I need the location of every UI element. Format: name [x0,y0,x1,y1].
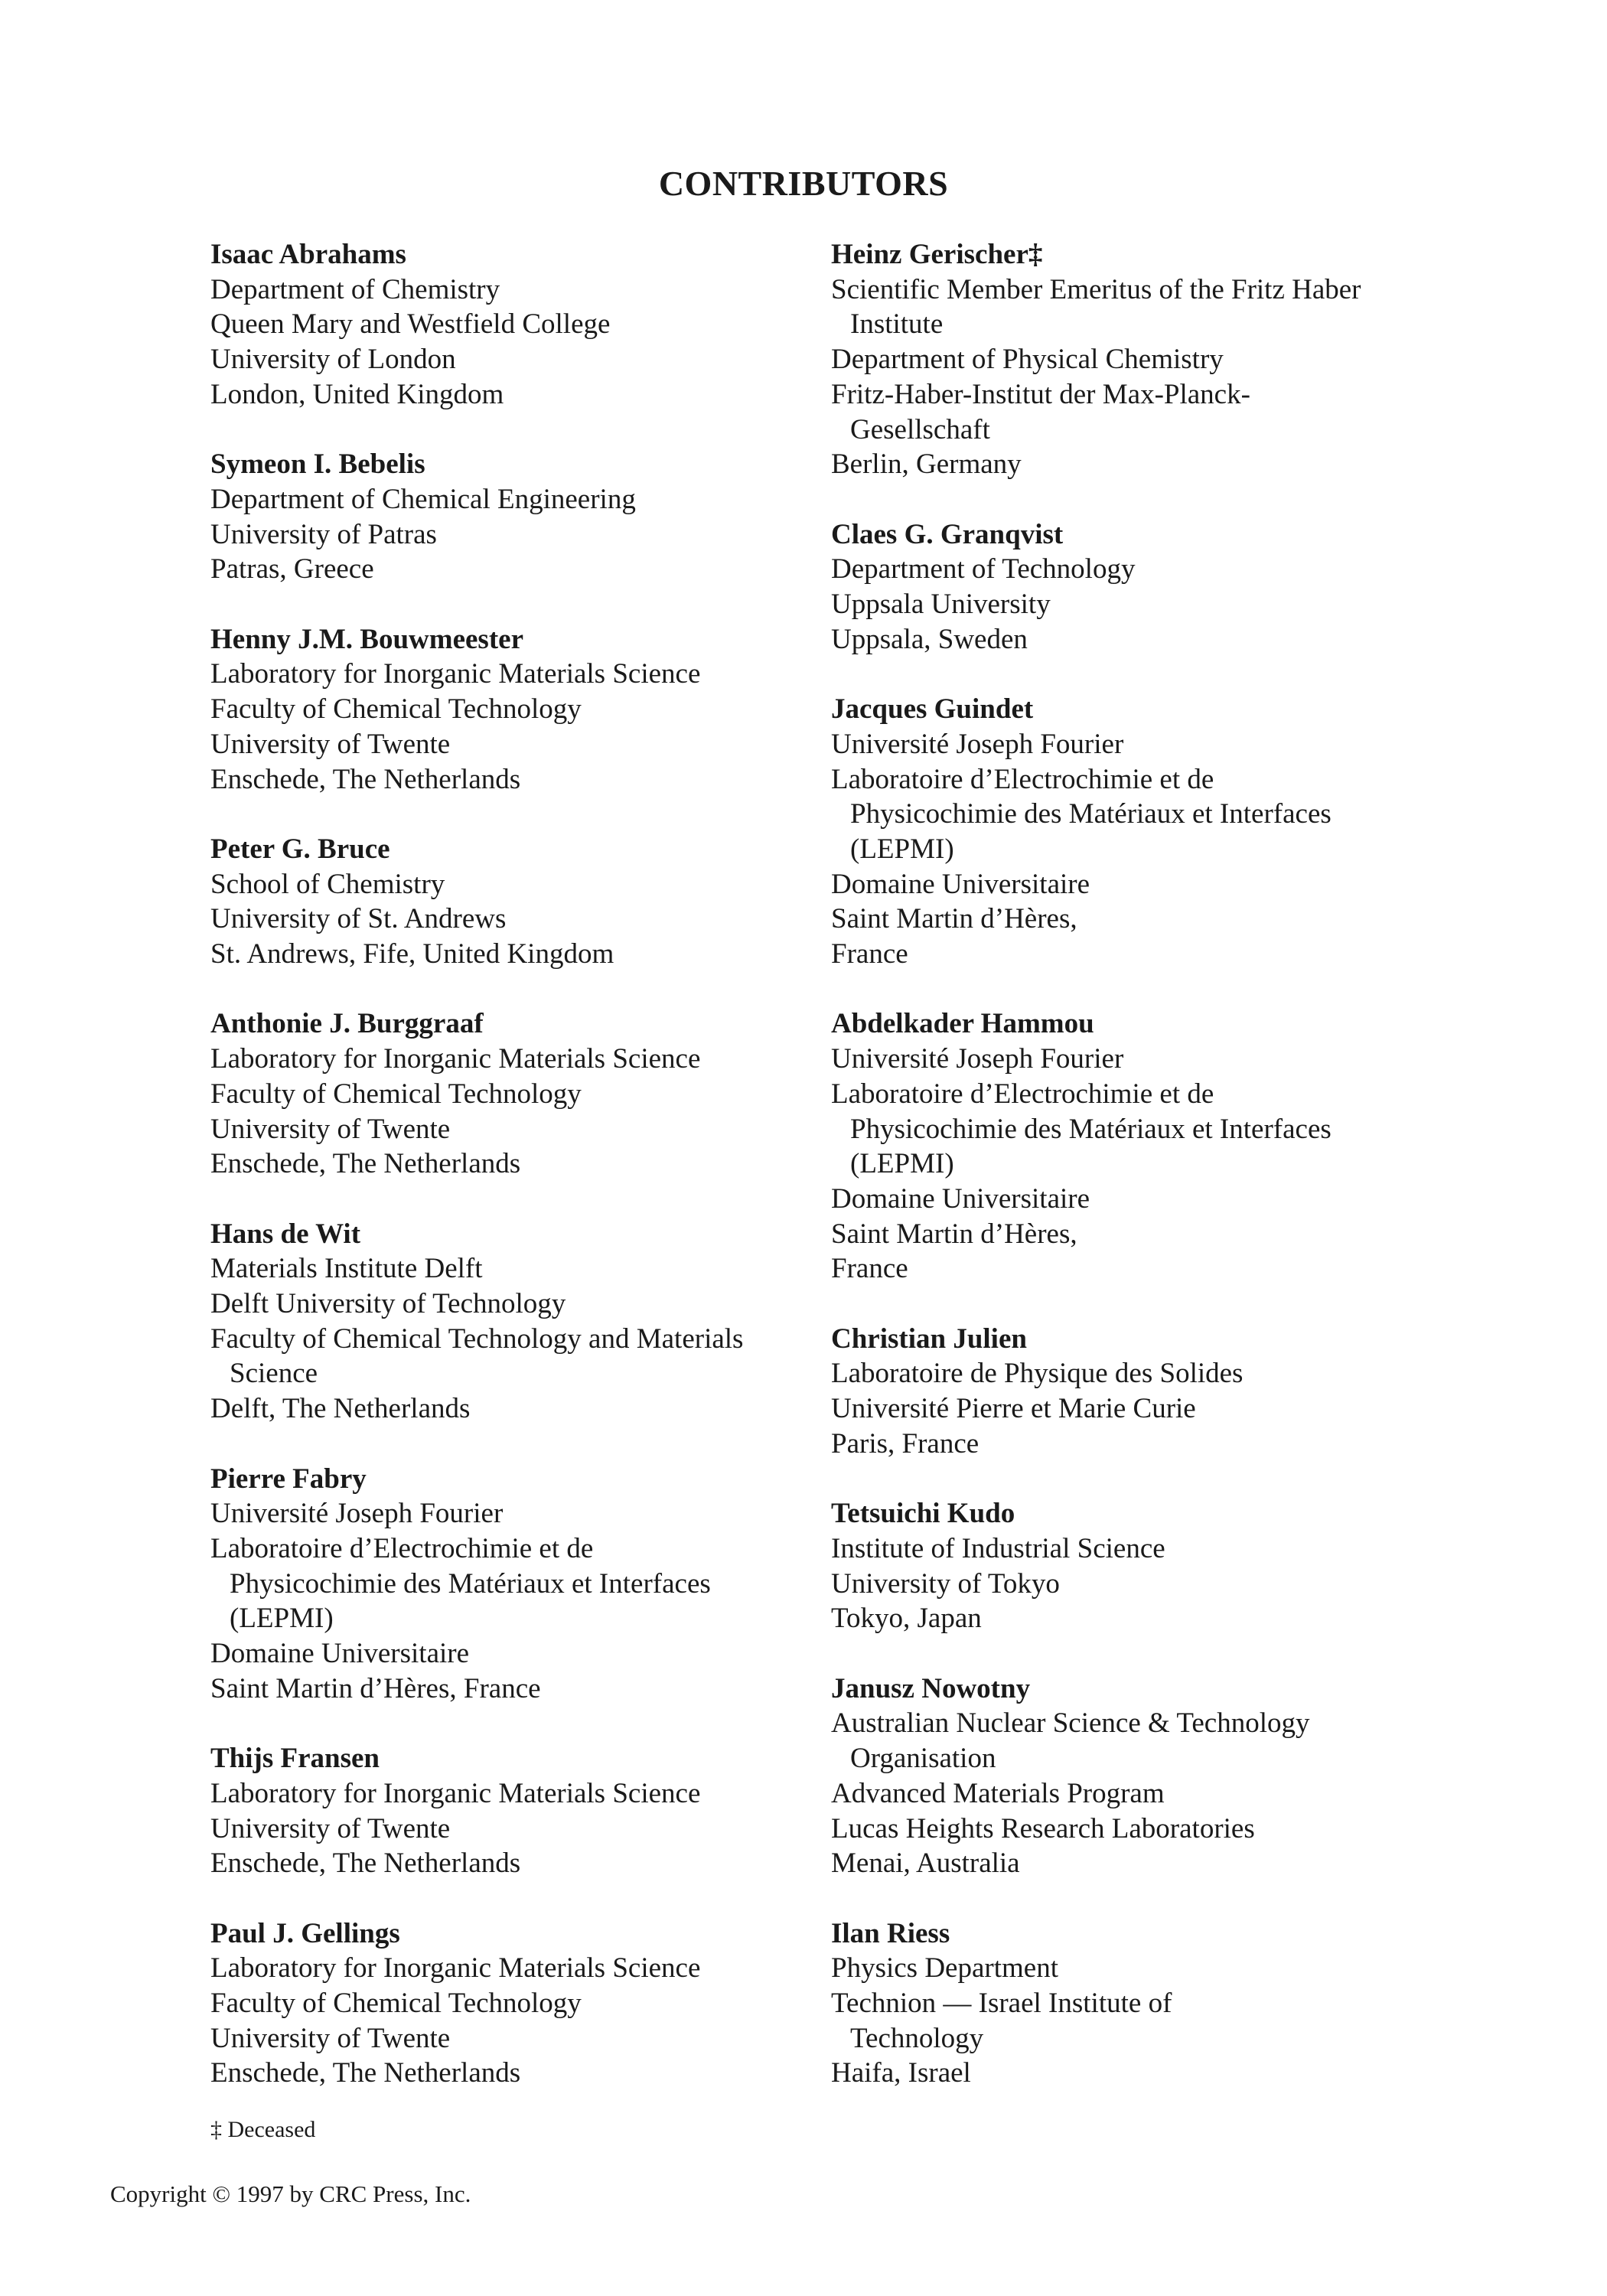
affiliation-line: Menai, Australia [831,1848,1020,1880]
affiliation-line: France [831,1253,908,1285]
affiliation-line: Delft University of Technology [210,1288,566,1320]
contributor-entry [831,517,1413,657]
contributor-name: Hans de Wit [210,1218,361,1250]
affiliation-line: Haifa, Israel [831,2057,971,2089]
affiliation-line: Physics Department [831,1952,1058,1985]
affiliation-line: Faculty of Chemical Technology [210,693,582,726]
contributor-entry [831,1496,1413,1636]
affiliation-line: University of Tokyo [831,1567,1060,1600]
affiliation-line: Physicochimie des Matériaux et Interfaces [230,1567,711,1600]
contributor-entry [831,1322,1413,1462]
contributor-name: Christian Julien [831,1322,1027,1355]
contributor-entry [210,1741,792,1881]
affiliation-line: Saint Martin d’Hères, [831,1218,1077,1250]
contributor-name: Pierre Fabry [210,1463,367,1495]
affiliation-line: Laboratory for Inorganic Materials Science [210,1952,701,1985]
affiliation-line: Department of Chemistry [210,273,500,305]
affiliation-line: Physicochimie des Matériaux et Interfaces [850,798,1332,830]
affiliation-line: Physicochimie des Matériaux et Interfaces [850,1113,1332,1145]
affiliation-line: Domaine Universitaire [831,1182,1090,1215]
affiliation-line: Materials Institute Delft [210,1253,483,1285]
affiliation-line: Laboratoire de Physique des Solides [831,1358,1244,1390]
affiliation-line: Saint Martin d’Hères, France [210,1672,541,1704]
contributor-entry [831,237,1413,482]
contributor-entry [831,1671,1413,1881]
affiliation-line: Institute of Industrial Science [831,1532,1165,1564]
affiliation-line: Berlin, Germany [831,448,1022,481]
affiliation-line: Institute [850,308,944,341]
contributor-entry [831,692,1413,972]
affiliation-line: Laboratoire d’Electrochimie et de [831,763,1214,795]
affiliation-line: Laboratory for Inorganic Materials Science [210,1777,701,1809]
affiliation-line: Delft, The Netherlands [210,1393,471,1425]
affiliation-line: Laboratory for Inorganic Materials Science [210,658,701,690]
affiliation-line: Tokyo, Japan [831,1603,982,1635]
contributor-entry [210,1462,792,1707]
contributor-name: Isaac Abrahams [210,239,406,270]
affiliation-line: Department of Chemical Engineering [210,483,636,515]
contributors-left-column [210,237,792,2126]
contributor-name: Janusz Nowotny [831,1672,1031,1704]
affiliation-line: Enschede, The Netherlands [210,2057,521,2089]
contributor-name: Thijs Fransen [210,1743,380,1775]
affiliation-line: University of Twente [210,728,451,760]
affiliation-line: University of St. Andrews [210,903,507,935]
affiliation-line: Faculty of Chemical Technology [210,1988,582,2020]
affiliation-line: Faculty of Chemical Technology [210,1078,582,1110]
affiliation-line: Uppsala University [831,589,1051,621]
contributor-name: Heinz Gerischer‡ [831,239,1043,270]
affiliation-line: University of Twente [210,1113,451,1145]
contributor-entry [831,1006,1413,1287]
affiliation-line: London, United Kingdom [210,378,504,410]
affiliation-line: Fritz-Haber-Institut der Max-Planck- [831,378,1250,410]
contributor-entry [831,1916,1413,2092]
contributor-name: Tetsuichi Kudo [831,1498,1015,1530]
affiliation-line: Enschede, The Netherlands [210,763,521,795]
contributor-name: Symeon I. Bebelis [210,448,425,481]
contributor-name: Anthonie J. Burggraaf [210,1008,484,1040]
affiliation-line: Patras, Greece [210,553,374,585]
affiliation-line: Gesellschaft [850,413,990,445]
affiliation-line: (LEPMI) [850,833,954,865]
affiliation-line: Laboratoire d’Electrochimie et de [831,1078,1214,1110]
contributor-entry [210,622,792,797]
contributor-name: Paul J. Gellings [210,1917,400,1949]
affiliation-line: Technion — Israel Institute of [831,1988,1172,2020]
affiliation-line: Department of Technology [831,553,1136,585]
affiliation-line: (LEPMI) [850,1148,954,1180]
affiliation-line: Faculty of Chemical Technology and Materials [210,1322,744,1355]
affiliation-line: University of Patras [210,518,437,550]
affiliation-line: University of Twente [210,1812,451,1844]
affiliation-line: (LEPMI) [230,1603,334,1635]
affiliation-line: School of Chemistry [210,868,445,900]
affiliation-line: Domaine Universitaire [210,1638,470,1670]
contributor-name: Peter G. Bruce [210,833,390,865]
contributor-entry [210,832,792,972]
affiliation-line: Laboratoire d’Electrochimie et de [210,1532,594,1564]
affiliation-line: Department of Physical Chemistry [831,344,1224,376]
affiliation-line: Université Joseph Fourier [831,728,1124,760]
affiliation-line: Uppsala, Sweden [831,623,1028,655]
affiliation-line: Université Pierre et Marie Curie [831,1393,1196,1425]
affiliation-line: Scientific Member Emeritus of the Fritz Haber [831,273,1361,305]
affiliation-line: St. Andrews, Fife, United Kingdom [210,938,614,970]
copyright-notice: Copyright © 1997 by CRC Press, Inc. [110,2180,471,2207]
contributor-name: Jacques Guindet [831,693,1034,726]
contributor-entry [210,1217,792,1427]
affiliation-line: Université Joseph Fourier [831,1043,1124,1075]
deceased-footnote: ‡ Deceased [210,2117,316,2142]
contributors-right-column [831,237,1413,2126]
affiliation-line: Enschede, The Netherlands [210,1848,521,1880]
affiliation-line: Lucas Heights Research Laboratories [831,1812,1255,1844]
affiliation-line: Paris, France [831,1427,980,1459]
affiliation-line: Australian Nuclear Science & Technology [831,1707,1310,1740]
affiliation-line: Organisation [850,1743,996,1775]
contributor-entry [210,1916,792,2092]
affiliation-line: Domaine Universitaire [831,868,1090,900]
affiliation-line: Enschede, The Netherlands [210,1148,521,1180]
contributor-name: Ilan Riess [831,1917,950,1949]
contributor-name: Henny J.M. Bouwmeester [210,623,523,655]
affiliation-line: Université Joseph Fourier [210,1498,504,1530]
affiliation-line: Technology [850,2022,984,2054]
affiliation-line: Laboratory for Inorganic Materials Science [210,1043,701,1075]
affiliation-line: Science [230,1358,318,1390]
affiliation-line: Queen Mary and Westfield College [210,308,611,341]
affiliation-line: Advanced Materials Program [831,1777,1165,1809]
contributor-name: Claes G. Granqvist [831,518,1064,550]
affiliation-line: University of London [210,344,456,376]
contributor-entry [210,1006,792,1182]
page-title: CONTRIBUTORS [658,164,949,203]
contributor-entry [210,237,792,413]
contributor-entry [210,447,792,587]
affiliation-line: Saint Martin d’Hères, [831,903,1077,935]
affiliation-line: University of Twente [210,2022,451,2054]
affiliation-line: France [831,938,908,970]
contributor-name: Abdelkader Hammou [831,1008,1094,1040]
